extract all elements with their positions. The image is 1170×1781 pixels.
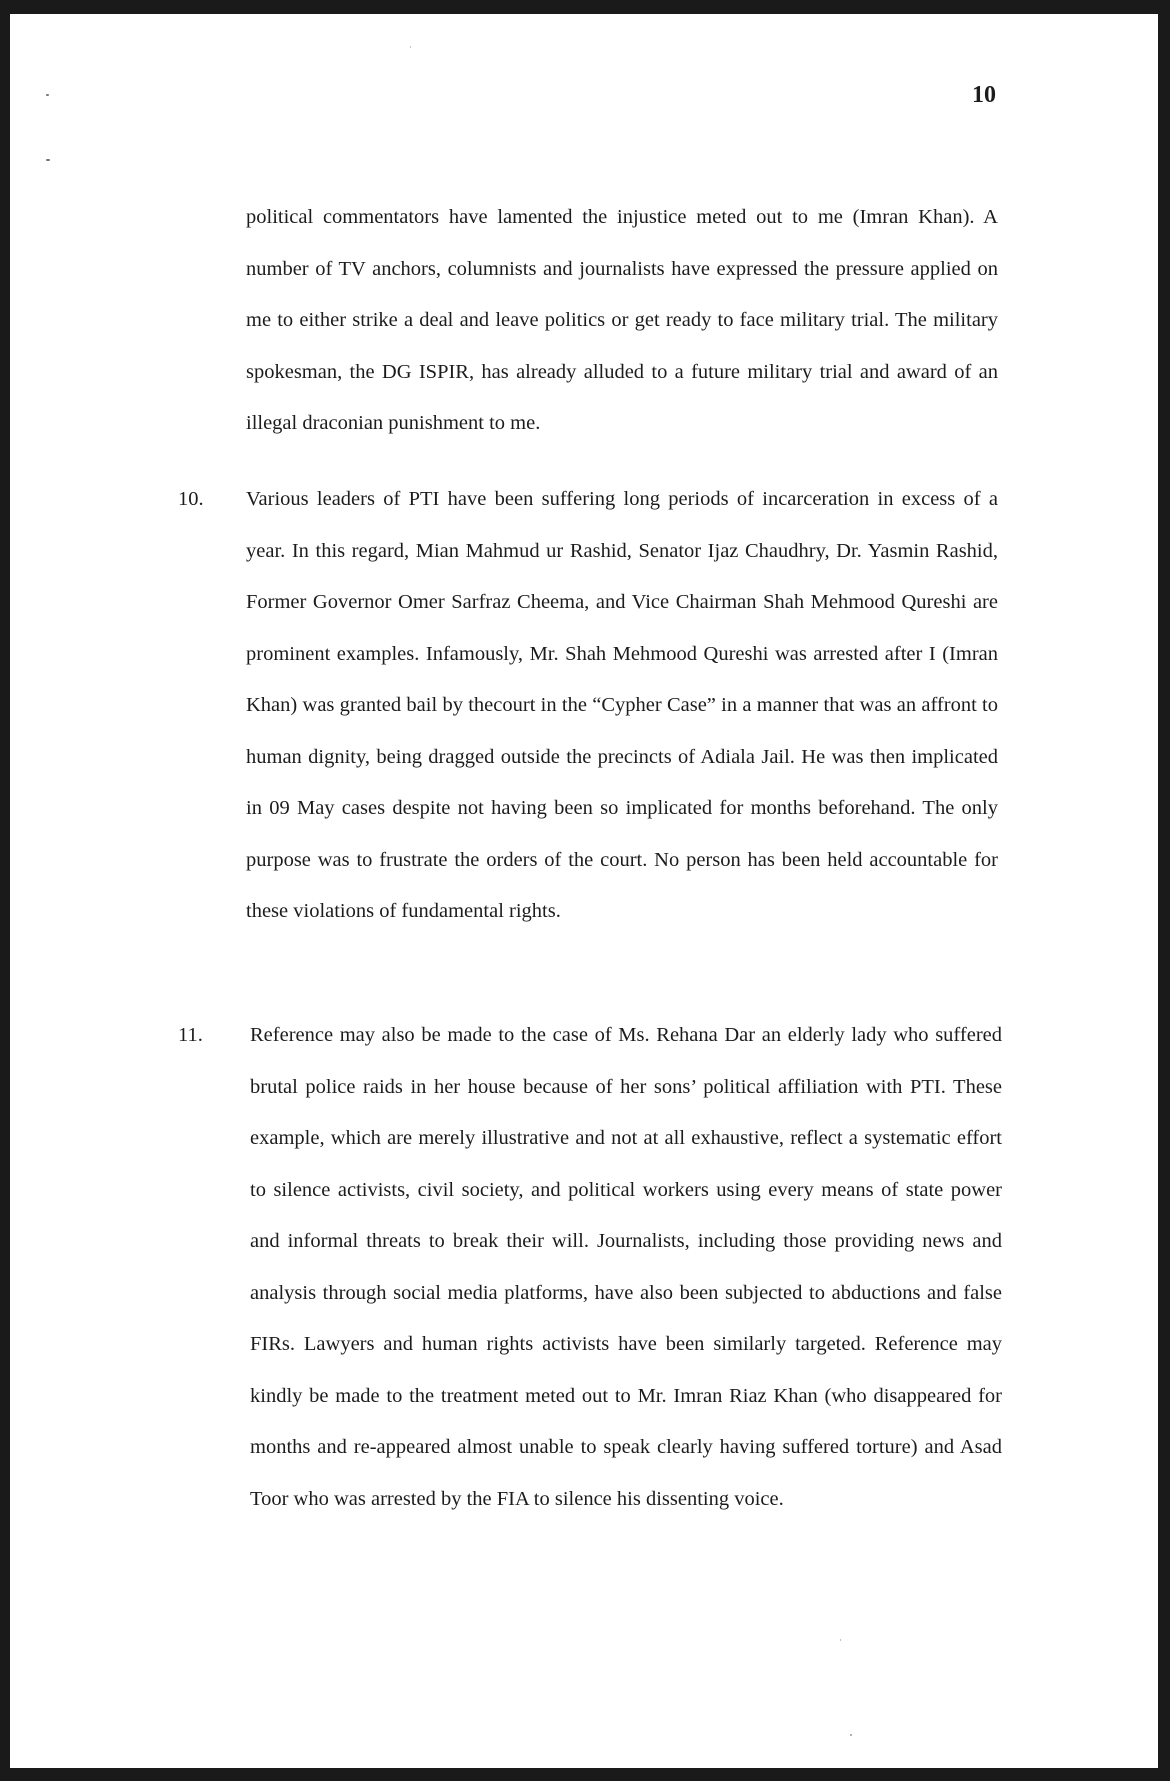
paragraph-number-11: 11. — [178, 1024, 203, 1046]
scan-speck — [46, 94, 49, 96]
paragraph-continued: political commentators have lamented the injustice meted out to me (Imran Khan). A number of TV anchors, columnists and journalists have expressed the pressure applied on me to either strike a deal and leave politics or get ready to face military trial. The military spokesman, the DG ISPIR, has already alluded to a future military trial and award of an illegal draconian punishment to me. — [246, 206, 998, 434]
page-number: 10 — [972, 82, 996, 108]
paragraph-10: Various leaders of PTI have been suffering long periods of incarceration in excess of a year. In this regard, Mian Mahmud ur Rashid, Senator Ijaz Chaudhry, Dr. Yasmin Rashid, Former Governor Omer Sarfraz Cheema, and Vice Chairman Shah Mehmood Qureshi are prominent examples. Infamously, Mr. Shah Mehmood Qureshi was arrested after I (Imran Khan) was granted bail by thecourt in the “Cypher Case” in a manner that was an affront to human dignity, being dragged outside the precincts of Adiala Jail. He was then implicated in 09 May cases despite not having been so implicated for months beforehand. The only purpose was to frustrate the orders of the court. No person has been held accountable for these violations of fundamental rights. — [246, 488, 998, 922]
paragraph-11: Reference may also be made to the case of Ms. Rehana Dar an elderly lady who suffered brutal police raids in her house because of her sons’ political affiliation with PTI. These example, which are merely illustrative and not at all exhaustive, reflect a systematic effort to silence activists, civil society, and political workers using every means of state power and informal threats to break their will. Journalists, including those providing news and analysis through social media platforms, have also been subjected to abductions and false FIRs. Lawyers and human rights activists have been similarly targeted. Reference may kindly be made to the treatment meted out to Mr. Imran Riaz Khan (who disappeared for months and re-appeared almost unable to speak clearly having suffered torture) and Asad Toor who was arrested by the FIA to silence his dissenting voice. — [250, 1024, 1002, 1510]
scan-speck — [840, 1639, 841, 1641]
scan-speck — [410, 46, 411, 48]
paragraph-number-10: 10. — [178, 488, 204, 510]
scan-speck — [46, 159, 50, 161]
scan-speck — [850, 1734, 852, 1736]
document-page — [10, 14, 1158, 1768]
